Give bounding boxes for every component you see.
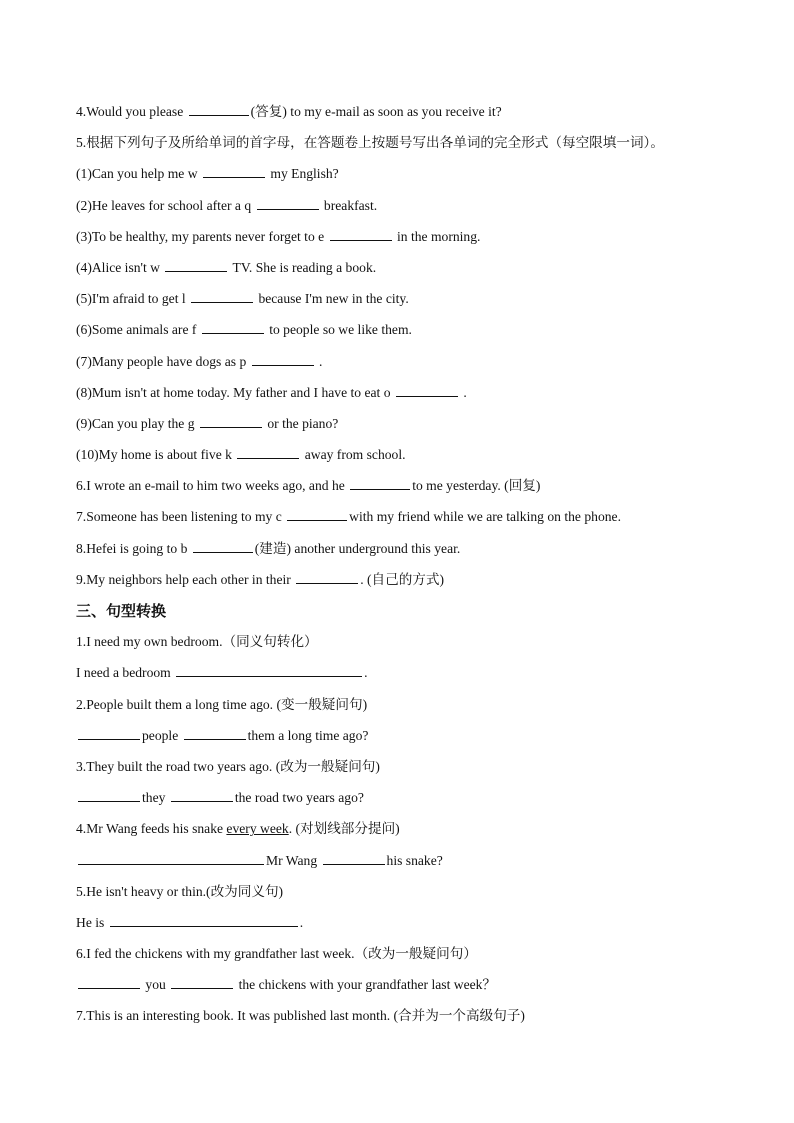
answer-blank[interactable]	[296, 569, 358, 584]
answer-blank[interactable]	[200, 413, 262, 428]
question-7	[76, 505, 756, 536]
q8-text-a: 8.Hefei is going to b	[76, 540, 191, 556]
worksheet-page	[76, 100, 756, 1036]
question-5-2	[76, 194, 756, 225]
question-4	[76, 100, 756, 131]
s6-answer-text-b: the chickens with your grandfather last week？	[235, 977, 497, 993]
s6-question-text: 6.I fed the chickens with my grandfather last week.（改为一般疑问句）	[76, 946, 477, 962]
answer-blank[interactable]	[176, 662, 362, 677]
q6-text-b: to me yesterday. (回复)	[412, 478, 541, 494]
answer-blank[interactable]	[78, 974, 140, 989]
transform-2-answer	[76, 724, 756, 755]
answer-blank[interactable]	[330, 226, 392, 241]
s1-question-text: 1.I need my own bedroom.（同义句转化）	[76, 634, 318, 650]
question-5-4	[76, 256, 756, 287]
q4-text-b: (答复) to my e-mail as soon as you receive it?	[250, 104, 502, 119]
q7-text-a: 7.Someone has been listening to my c	[76, 509, 286, 525]
s5-answer-text-a: He is	[76, 914, 108, 930]
s2-answer-text-b: them a long time ago?	[247, 727, 369, 743]
q9-text-b: . (自己的方式)	[360, 571, 445, 587]
answer-blank[interactable]	[252, 351, 314, 366]
q5-2-text-b: breakfast.	[320, 197, 378, 213]
answer-blank[interactable]	[287, 506, 347, 521]
s4-underlined-text: every week	[226, 821, 289, 837]
q5-8-text-a: (8)Mum isn't at home today. My father and I have to eat o	[76, 384, 394, 400]
answer-blank[interactable]	[237, 444, 299, 459]
answer-blank[interactable]	[193, 538, 253, 553]
transform-4-question	[76, 817, 756, 848]
q5-9-text-a: (9)Can you play the g	[76, 415, 198, 431]
q5-2-text-a: (2)He leaves for school after a q	[76, 197, 255, 213]
transform-5-question	[76, 880, 756, 911]
s2-answer-text-a: people	[142, 727, 182, 743]
answer-blank[interactable]	[189, 101, 249, 116]
transform-3-answer	[76, 786, 756, 817]
s2-question-text: 2.People built them a long time ago. (变一般疑问句)	[76, 696, 368, 712]
answer-blank[interactable]	[191, 288, 253, 303]
section-heading: 三、句型转换	[76, 602, 167, 620]
question-5-7	[76, 350, 756, 381]
s5-question-text: 5.He isn't heavy or thin.(改为同义句)	[76, 883, 284, 899]
q5-3-text-a: (3)To be healthy, my parents never forget to e	[76, 228, 328, 244]
transform-6-answer	[76, 973, 756, 1004]
q4-text-a: 4.Would you please	[76, 104, 187, 119]
s4-answer-text-b: his snake?	[386, 852, 443, 868]
q5-6-text-a: (6)Some animals are f	[76, 322, 200, 338]
answer-blank[interactable]	[165, 257, 227, 272]
q5-1-text-a: (1)Can you help me w	[76, 166, 201, 182]
q9-text-a: 9.My neighbors help each other in their	[76, 571, 295, 587]
answer-blank[interactable]	[203, 163, 265, 178]
q5-7-text-a: (7)Many people have dogs as p	[76, 353, 250, 369]
answer-blank[interactable]	[184, 725, 246, 740]
question-5-10	[76, 443, 756, 474]
answer-blank[interactable]	[171, 787, 233, 802]
answer-blank[interactable]	[110, 912, 298, 927]
q5-8-text-b: .	[459, 384, 467, 400]
s1-answer-text-a: I need a bedroom	[76, 665, 175, 681]
q5-7-text-b: .	[315, 353, 323, 369]
answer-blank[interactable]	[323, 850, 385, 865]
transform-3-question	[76, 755, 756, 786]
transform-5-answer	[76, 911, 756, 942]
q5-5-text-a: (5)I'm afraid to get l	[76, 291, 190, 307]
transform-4-answer	[76, 849, 756, 880]
question-5-3	[76, 225, 756, 256]
answer-blank[interactable]	[202, 319, 264, 334]
question-5-9	[76, 412, 756, 443]
s4-question-text-b: . (对划线部分提问)	[288, 821, 400, 837]
q5-10-text-b: away from school.	[301, 447, 406, 463]
transform-2-question	[76, 693, 756, 724]
s4-question-text-a: 4.Mr Wang feeds his snake	[76, 821, 227, 837]
transform-1-answer	[76, 661, 756, 692]
question-6	[76, 474, 756, 505]
q7-text-b: with my friend while we are talking on the phone.	[349, 509, 621, 525]
answer-blank[interactable]	[257, 195, 319, 210]
transform-7-question	[76, 1004, 756, 1035]
question-5-instruction	[76, 131, 756, 162]
s6-answer-text-a: you	[142, 977, 170, 993]
question-5-5	[76, 287, 756, 318]
question-5-8	[76, 381, 756, 412]
s3-answer-text-a: they	[142, 790, 169, 806]
q8-text-b: (建造) another underground this year.	[254, 540, 461, 556]
q6-text-a: 6.I wrote an e-mail to him two weeks ago, and he	[76, 478, 349, 494]
s4-answer-text-a: Mr Wang	[266, 852, 321, 868]
question-8	[76, 537, 756, 568]
answer-blank[interactable]	[396, 382, 458, 397]
answer-blank[interactable]	[78, 850, 264, 865]
q5-1-text-b: my English?	[266, 166, 339, 182]
q5-text: 5.根据下列句子及所给单词的首字母，在答题卷上按题号写出各单词的完全形式（每空限填一词）。	[76, 135, 664, 151]
q5-10-text-a: (10)My home is about five k	[76, 447, 236, 463]
question-5-6	[76, 318, 756, 349]
q5-6-text-b: to people so we like them.	[265, 322, 412, 338]
transform-1-question	[76, 630, 756, 661]
s3-question-text: 3.They built the road two years ago. (改为一般疑问句)	[76, 758, 380, 774]
answer-blank[interactable]	[350, 475, 410, 490]
s1-answer-text-b: .	[364, 665, 368, 681]
s7-question-text: 7.This is an interesting book. It was published last month. (合并为一个高级句子)	[76, 1008, 525, 1024]
q5-3-text-b: in the morning.	[393, 228, 481, 244]
q5-9-text-b: or the piano?	[263, 415, 339, 431]
s5-answer-text-b: .	[299, 914, 304, 930]
answer-blank[interactable]	[78, 787, 140, 802]
q5-5-text-b: because I'm new in the city.	[255, 291, 409, 307]
transform-6-question	[76, 942, 756, 973]
answer-blank[interactable]	[78, 725, 140, 740]
answer-blank[interactable]	[171, 974, 233, 989]
question-9	[76, 568, 756, 599]
q5-4-text-a: (4)Alice isn't w	[76, 259, 164, 275]
q5-4-text-b: TV. She is reading a book.	[229, 259, 377, 275]
question-5-1	[76, 162, 756, 193]
s3-answer-text-b: the road two years ago?	[234, 790, 364, 806]
